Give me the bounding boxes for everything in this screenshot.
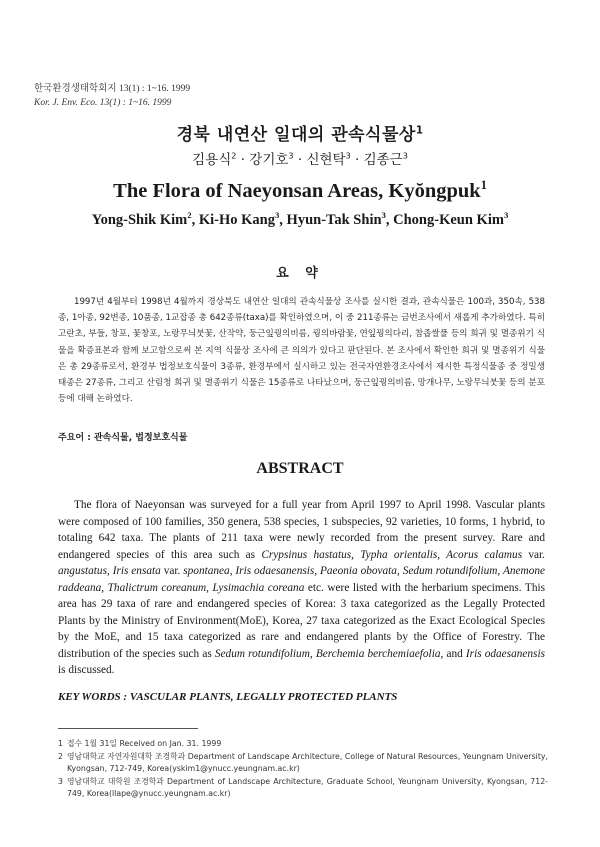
abstract-text: var. [522, 548, 546, 561]
en-author-4 [393, 212, 508, 228]
abstract-text: is discussed. [58, 664, 115, 676]
authors-en: Yong-Shik Kim$^2$, Ki-Ho Kang$^3$, Hyun-Tak Shin$^3$, Chong-Keun Kim$^3$ [91, 210, 509, 228]
ko-author-name: 김용식 [192, 152, 232, 168]
footnote-text: 영남대학교 자연자원대학 조경학과 Department of Landscape Architecture, College of Natural Resources, Yeungnam University, Kyongsan, 712-749, Korea(yskim1@ynucc.yeungnam.ac.kr) [67, 751, 548, 773]
title-ko-text: 경북 내연산 일대의 관속식물상 [176, 125, 416, 145]
footnote-text: 접수 1월 31일 Received on Jan. 31. 1999 [67, 739, 222, 748]
ko-author-footnote-mark: 3 [345, 150, 351, 161]
abstract-text: The flora of Naeyonsan was surveyed for a full year from April 1997 to April 1998. Vascular plants were composed of 100 families, 350 genera, 538 species, 1 subspecies, 92 varieties, 10 forms, 1 hybrid, to totaling 642 taxa. The plants of 211 taxa were newly recorded from the present survey. Rare and endangered species of this area such as [58, 499, 545, 561]
journal-citation-ko: 한국환경생태학회지 13(1) : 1~16. 1999 [34, 84, 191, 94]
ko-author-name: 신현탁 [306, 152, 346, 168]
en-author-footnote-mark: 3 [274, 210, 280, 221]
ko-author-2 [249, 152, 293, 168]
en-author-footnote-mark: 3 [503, 210, 509, 221]
summary-heading-ko: 요 약 [276, 266, 324, 281]
ko-author-footnote-mark: 2 [231, 150, 237, 161]
species-name: Crypsinus hastatus, Typha orientalis, Acorus calamus [261, 548, 523, 561]
en-author-1 [92, 212, 192, 228]
keywords-en: KEY WORDS : VASCULAR PLANTS, LEGALLY PROTECTED PLANTS [58, 691, 398, 703]
species-name: Sedum rotundifolium, Berchemia berchemiaefolia, [214, 647, 444, 660]
en-author-2 [199, 212, 279, 228]
footnote-1 [58, 738, 548, 751]
ko-author-name: 김종근 [363, 152, 403, 168]
ko-author-1 [192, 152, 236, 168]
abstract-text: var. [160, 565, 184, 577]
footnote-text: 영남대학교 대학원 조경학과 Department of Landscape Architecture, Graduate School, Yeungnam University, Kyongsan, 712-749, Korea(llape@ynucc.yeungnam.ac.kr) [67, 776, 548, 798]
footnote-number: 3 [58, 776, 63, 786]
footnote-number: 2 [58, 751, 63, 761]
footnote-3 [58, 776, 548, 801]
authors-ko: 김용식$^2$ · 강기호$^3$ · 신현탁$^3$ · 김종근$^3$ [192, 150, 408, 168]
en-author-name: Chong-Keun Kim [393, 212, 504, 228]
species-name: angustatus, Iris ensata [58, 565, 161, 577]
title-ko [0, 120, 600, 145]
ko-author-name: 강기호 [249, 152, 289, 168]
species-name: Iris odaesanensis [465, 647, 545, 660]
title-en-text: The Flora of Naeyonsan Areas, Kyŏngpuk [113, 180, 481, 202]
ko-author-footnote-mark: 3 [288, 150, 294, 161]
journal-citation [34, 82, 190, 110]
summary-ko: 1997년 4월부터 1998년 4월까지 경상북도 내연산 일대의 관속식물상 조사를 실시한 결과, 관속식물은 100과, 350속, 538종, 1아종, 92변종, 10품종, 1교잡종 총 642종류(taxa)를 확인하였으며, 이 중 211종류는 금번조사에서 새롭게 추가하였다. 특히 고란초, 부들, 창포, 꽃창포, 노랑무늬붓꽃, 산작약, 둥근잎꿩의비름, 꿩의바람꽃, 연잎꿩의다리, 참좁쌀풀 등의 희귀 및 멸종위기 식물을 확증표본과 함께 보고함으로써 본 지역 식물상 조사에 큰 의의가 있다고 판단된다. 본 조사에서 확인한 희귀 및 멸종위기 식물은 총 29종류로서, 환경부 법정보호식물이 3종류, 환경부에서 실시하고 있는 전국자연환경조사에서 제시한 특정식물종 중 정밀생태종은 27종류, 그리고 산림청 희귀 및 멸종위기 식물은 15종류로 나타났으며, 둥근잎꿩의비름, 망개나무, 노랑무늬붓꽃 등의 분포 등에 대해 논하였다. [58, 297, 545, 405]
footnotes [58, 738, 548, 801]
title-ko-footnote-mark: 1 [415, 125, 424, 137]
footnote-number: 1 [58, 739, 63, 748]
abstract-text: and [443, 647, 466, 660]
en-author-name: Hyun-Tak Shin [286, 212, 382, 228]
en-author-footnote-mark: 3 [381, 210, 386, 221]
en-author-3 [287, 212, 386, 228]
abstract-text: etc. were listed with the herbarium specimens. This area has 29 taxa of rare and endangered species of Korea: 3 taxa categorized as the Legally Protected Plants by the Ministry of Environment(MoE), Korea, 27 taxa categorized as the Exact Ecological Species by the MoE, and 15 taxa categorized as rare and endangered plants by the Office of Forestry. The distribution of the species such as [58, 581, 545, 660]
keywords-ko: 주요어 : 관속식물, 법정보호식물 [58, 433, 188, 443]
title-en [0, 180, 600, 203]
journal-citation-en: Kor. J. Env. Eco. 13(1) : 1~16. 1999 [34, 98, 172, 108]
en-author-name: Ki-Ho Kang [198, 212, 275, 228]
en-author-footnote-mark: 2 [187, 210, 192, 221]
abstract-en [58, 497, 545, 679]
title-en-footnote-mark: 1 [480, 178, 487, 193]
en-author-name: Yong-Shik Kim [91, 212, 188, 228]
footnote-rule [58, 728, 198, 729]
footnote-2 [58, 751, 548, 776]
ko-author-4 [364, 152, 408, 168]
abstract-heading: ABSTRACT [256, 460, 344, 477]
species-name: spontanea, Iris odaesanensis, Paeonia obovata, Sedum rotundifolium, Anemone raddeana, Thalictrum coreanum, Lysimachia coreana [58, 565, 545, 594]
ko-author-footnote-mark: 3 [402, 150, 408, 161]
ko-author-3 [306, 152, 350, 168]
